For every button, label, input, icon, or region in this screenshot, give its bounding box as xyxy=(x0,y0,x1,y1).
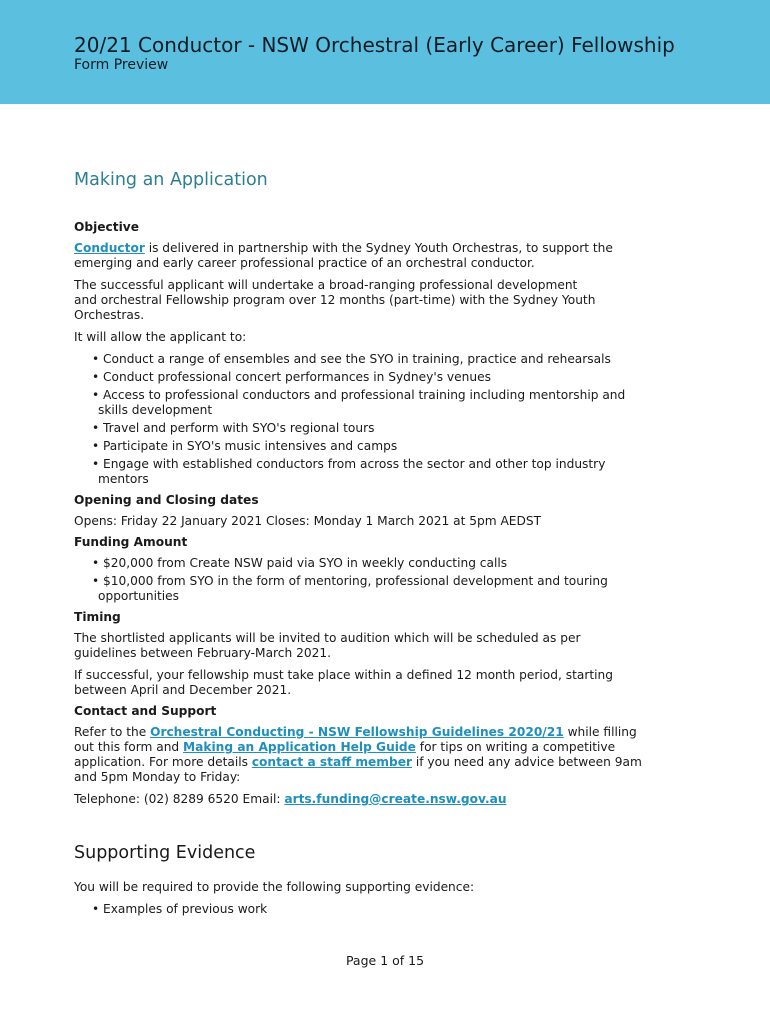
contact-text: and 5pm Monday to Friday: xyxy=(74,770,241,784)
objective-text-line1: is delivered in partnership with the Sydney Youth Orchestras, to support the xyxy=(144,241,613,255)
list-item xyxy=(74,457,674,487)
contact-text: for tips on writing a competitive xyxy=(415,740,616,754)
page-subtitle: Form Preview xyxy=(74,57,169,73)
timing-paragraph-2 xyxy=(74,668,674,698)
contact-text: application. For more details xyxy=(74,755,252,769)
dates-heading: Opening and Closing dates xyxy=(74,493,259,507)
list-item-text: Travel and perform with SYO's regional tours xyxy=(103,421,375,435)
list-item-text: Access to professional conductors and professional training including mentorship and xyxy=(103,388,626,402)
list-item-text-cont: opportunities xyxy=(98,589,180,603)
list-item-text: Conduct a range of ensembles and see the SYO in training, practice and rehearsals xyxy=(103,352,611,366)
timing-text-line3: If successful, your fellowship must take place within a defined 12 month period, starting xyxy=(74,668,613,682)
list-item xyxy=(74,370,674,385)
allow-intro: It will allow the applicant to: xyxy=(74,330,247,344)
page-header xyxy=(0,0,770,104)
list-item xyxy=(74,902,674,917)
contact-text: while filling xyxy=(563,725,637,739)
objective-heading: Objective xyxy=(74,220,139,234)
evidence-intro: You will be required to provide the following supporting evidence: xyxy=(74,880,475,894)
page-number: Page 1 of 15 xyxy=(345,953,425,968)
program-text-line2: and orchestral Fellowship program over 12 months (part-time) with the Sydney Youth xyxy=(74,293,596,307)
timing-text-line2: guidelines between February-March 2021. xyxy=(74,646,331,660)
staff-contact-link[interactable]: contact a staff member xyxy=(251,755,412,769)
bullet-icon: • xyxy=(92,457,100,471)
list-item-text: $20,000 from Create NSW paid via SYO in weekly conducting calls xyxy=(103,556,508,570)
conductor-link[interactable]: Conductor xyxy=(74,241,145,255)
bullet-icon: • xyxy=(92,388,100,402)
bullet-icon: • xyxy=(92,574,100,588)
bullet-icon: • xyxy=(92,352,100,366)
bullet-icon: • xyxy=(92,439,100,453)
allow-list xyxy=(74,352,674,487)
section-heading-supporting-evidence: Supporting Evidence xyxy=(74,843,256,863)
list-item-text: Conduct professional concert performances in Sydney's venues xyxy=(103,370,491,384)
page-title: 20/21 Conductor - NSW Orchestral (Early Career) Fellowship xyxy=(74,33,675,57)
list-item-text: Examples of previous work xyxy=(103,902,268,916)
bullet-icon: • xyxy=(92,370,100,384)
timing-paragraph-1 xyxy=(74,631,674,661)
evidence-list xyxy=(74,902,674,917)
email-link[interactable]: arts.funding@create.nsw.gov.au xyxy=(284,792,507,806)
list-item xyxy=(74,574,674,604)
list-item xyxy=(74,388,674,418)
contact-text: out this form and xyxy=(74,740,184,754)
program-text-line3: Orchestras. xyxy=(74,308,145,322)
telephone-text: Telephone: (02) 8289 6520 Email: xyxy=(74,792,285,806)
bullet-icon: • xyxy=(92,421,100,435)
funding-heading: Funding Amount xyxy=(74,535,188,549)
section-heading-making-application: Making an Application xyxy=(74,170,268,190)
timing-heading: Timing xyxy=(74,610,121,624)
bullet-icon: • xyxy=(92,902,100,916)
funding-list xyxy=(74,556,674,604)
timing-text-line4: between April and December 2021. xyxy=(74,683,292,697)
form-content xyxy=(74,168,674,917)
list-item xyxy=(74,352,674,367)
objective-paragraph xyxy=(74,241,674,271)
program-paragraph xyxy=(74,278,674,323)
help-guide-link[interactable]: Making an Application Help Guide xyxy=(183,740,416,754)
timing-text-line1: The shortlisted applicants will be invited to audition which will be scheduled as per xyxy=(74,631,581,645)
list-item-text: Engage with established conductors from across the sector and other top industry xyxy=(103,457,606,471)
contact-text: if you need any advice between 9am xyxy=(412,755,642,769)
list-item xyxy=(74,439,674,454)
list-item xyxy=(74,556,674,571)
contact-paragraph xyxy=(74,725,674,785)
dates-text: Opens: Friday 22 January 2021 Closes: Monday 1 March 2021 at 5pm AEDST xyxy=(74,514,542,528)
bullet-icon: • xyxy=(92,556,100,570)
list-item-text: Participate in SYO's music intensives and camps xyxy=(103,439,398,453)
contact-text: Refer to the xyxy=(74,725,151,739)
list-item xyxy=(74,421,674,436)
program-text-line1: The successful applicant will undertake a broad-ranging professional development xyxy=(74,278,578,292)
list-item-text-cont: mentors xyxy=(98,472,149,486)
objective-text-line2: emerging and early career professional practice of an orchestral conductor. xyxy=(74,256,535,270)
list-item-text: $10,000 from SYO in the form of mentoring, professional development and touring xyxy=(103,574,608,588)
telephone-line xyxy=(74,792,674,807)
guidelines-link[interactable]: Orchestral Conducting - NSW Fellowship Guidelines 2020/21 xyxy=(150,725,564,739)
contact-heading: Contact and Support xyxy=(74,704,217,718)
list-item-text-cont: skills development xyxy=(98,403,213,417)
